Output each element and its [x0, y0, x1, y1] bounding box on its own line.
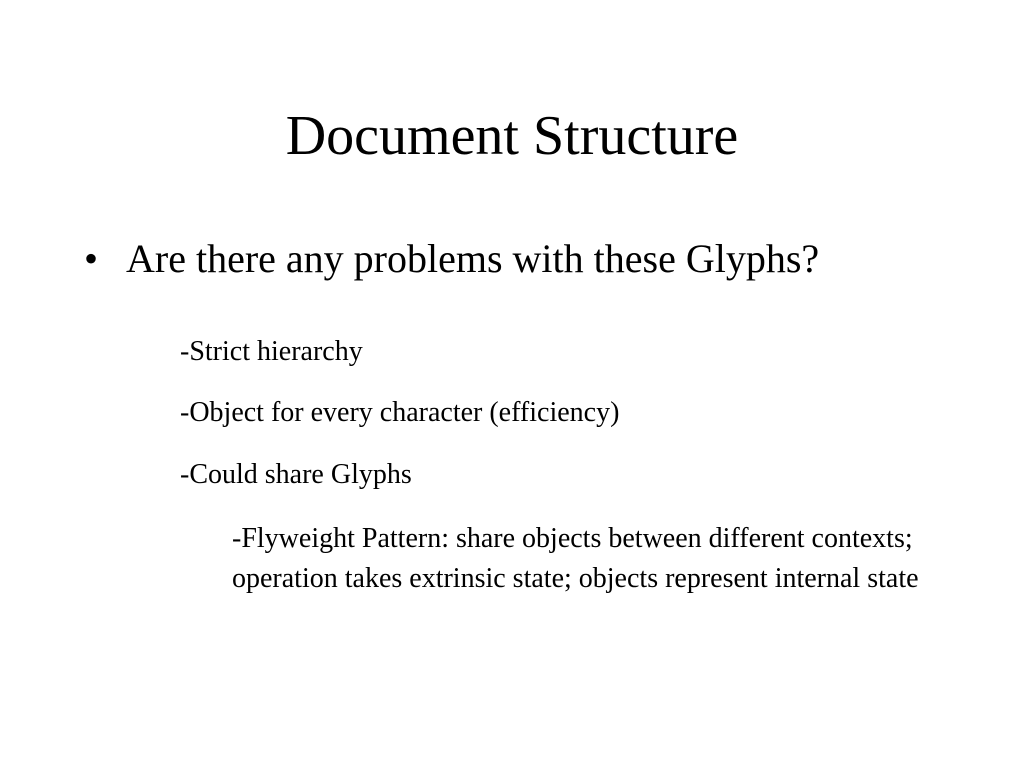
sub-item-object-per-character: -Object for every character (efficiency)	[180, 397, 620, 428]
bullet-marker: •	[84, 236, 99, 281]
nested-item-flyweight-pattern: -Flyweight Pattern: share objects between different contexts; operation takes extrinsic state; objects represent internal state	[232, 523, 919, 594]
main-bullet	[84, 234, 984, 284]
sub-item-share-glyphs: -Could share Glyphs	[180, 459, 412, 490]
slide-title: Document Structure	[285, 105, 739, 167]
main-bullet-text: Are there any problems with these Glyphs?	[126, 236, 820, 281]
sub-item-strict-hierarchy: -Strict hierarchy	[180, 336, 363, 367]
